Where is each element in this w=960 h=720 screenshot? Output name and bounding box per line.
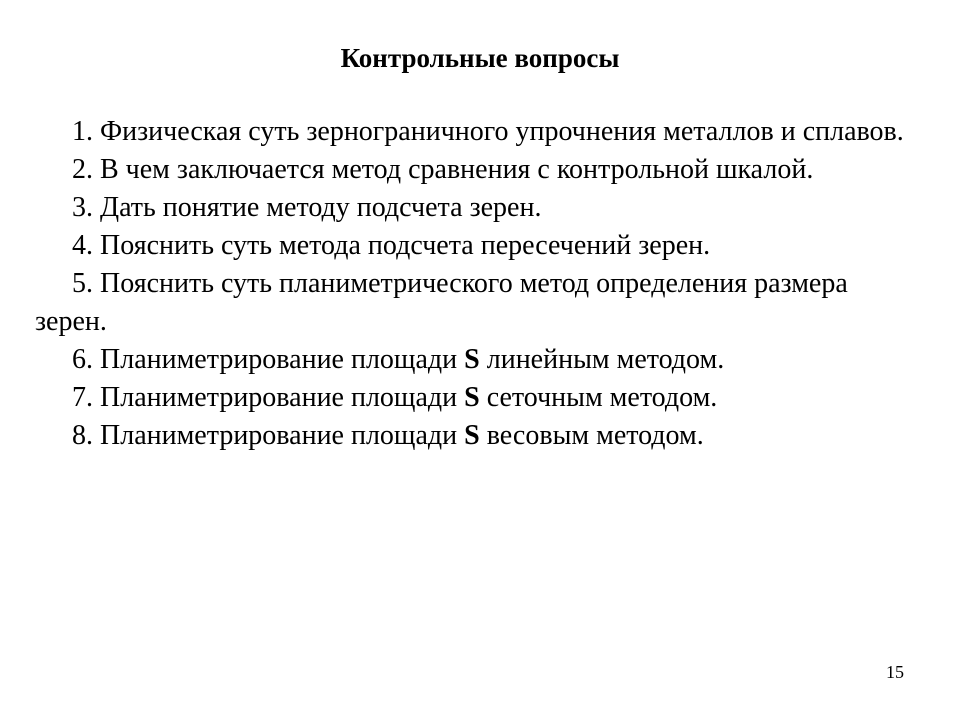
question-7	[35, 379, 915, 417]
question-1	[35, 113, 915, 151]
question-6	[35, 341, 915, 379]
question-number: 6.	[72, 344, 93, 375]
question-text: Физическая суть зернограничного упрочнения металлов и сплавов.	[100, 116, 904, 147]
question-5	[35, 265, 915, 341]
question-number: 3.	[72, 192, 93, 223]
question-number: 1.	[72, 116, 93, 147]
question-text-tail: линейным методом.	[486, 344, 725, 375]
question-number: 8.	[72, 420, 93, 451]
question-text: Планиметрирование площади	[100, 420, 458, 451]
question-number: 4.	[72, 230, 93, 261]
question-3	[35, 189, 915, 227]
question-text: Пояснить суть метода подсчета пересечений зерен.	[100, 230, 711, 261]
question-text-tail: сеточным методом.	[486, 382, 718, 413]
question-text: Планиметрирование площади	[100, 344, 458, 375]
question-2	[35, 151, 915, 189]
question-number: 7.	[72, 382, 93, 413]
area-symbol: S	[464, 382, 480, 413]
question-text-tail: весовым методом.	[486, 420, 704, 451]
area-symbol: S	[464, 344, 480, 375]
question-list	[35, 113, 915, 455]
question-number: 2.	[72, 154, 93, 185]
page-number: 15	[886, 662, 904, 682]
page-title: Контрольные вопросы	[340, 43, 620, 73]
area-symbol: S	[464, 420, 480, 451]
question-8	[35, 417, 915, 455]
question-number: 5.	[72, 268, 93, 299]
question-4	[35, 227, 915, 265]
question-text: В чем заключается метод сравнения с контрольной шкалой.	[100, 154, 814, 185]
question-text: Дать понятие методу подсчета зерен.	[100, 192, 542, 223]
question-text: Планиметрирование площади	[100, 382, 458, 413]
question-text: Пояснить суть планиметрического метод определения размера зерен.	[35, 268, 848, 337]
